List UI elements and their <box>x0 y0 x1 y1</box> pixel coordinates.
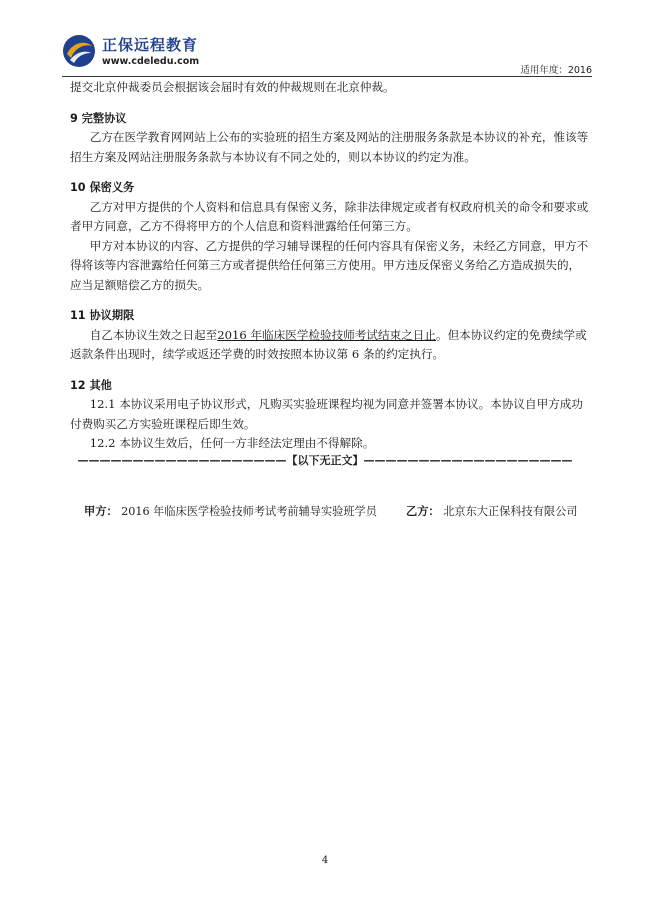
section-9-paragraph: 乙方在医学教育网网站上公布的实验班的招生方案及网站的注册服务条款是本协议的补充，惟该等招生方案及网站注册服务条款与本协议有不同之处的，则以本协议的约定为准。 <box>70 130 589 164</box>
party-a-value: 2016 年临床医学检验技师考试考前辅导实验班学员 <box>121 505 377 518</box>
section-11-title: 11 协议期限 <box>70 309 135 322</box>
agreement-body <box>70 78 590 454</box>
section-9-title: 9 完整协议 <box>70 111 127 125</box>
section-11-text-b: 。但本协议约定的免费续学或返款条件出现时，续学或返还学费的时效按照本协议第 6 条的约定执行。 <box>70 327 587 361</box>
globe-swoosh-logo-icon <box>62 34 96 68</box>
page-header <box>62 34 592 78</box>
party-a-label: 甲方： <box>84 505 118 518</box>
section-10-paragraph-2: 甲方对本协议的内容、乙方提供的学习辅导课程的任何内容具有保密义务，未经乙方同意，甲方不得将该等内容泄露给任何第三方或者提供给任何第三方使用。甲方违反保密义务给乙方造成损失的，应当足额赔偿乙方的损失。 <box>70 238 589 292</box>
signature-line <box>84 503 604 519</box>
section-10-paragraph-1: 乙方对甲方提供的个人资料和信息具有保密义务，除非法律规定或者有权政府机关的命令和要求或者甲方同意，乙方不得将甲方的个人信息和资料泄露给任何第三方。 <box>70 199 589 233</box>
year-label: 适用年度：2016 <box>520 65 592 76</box>
section-12-title: 12 其他 <box>70 378 112 392</box>
section-10-title: 10 保密义务 <box>70 181 135 194</box>
brand-name: 正保远程教育 <box>102 36 199 54</box>
page-number: 4 <box>321 855 329 866</box>
brand-url: www.cdeledu.com <box>102 56 200 67</box>
party-b-value: 北京东大正保科技有限公司 <box>443 505 578 518</box>
end-of-text-divider: ———————————————————【以下无正文】——————————————————— <box>77 454 573 467</box>
section-11-term-underlined: 2016 年临床医学检验技师考试结束之日止 <box>217 327 436 342</box>
party-b-label: 乙方： <box>406 505 440 518</box>
section-11-text-a: 自乙本协议生效之日起至 <box>89 327 218 342</box>
section-12-paragraph-1: 12.1 本协议采用电子协议形式，凡购买实验班课程均视为同意并签署本协议。本协议自甲方成功付费购买乙方实验班课程后即生效。 <box>70 397 583 431</box>
section-12-paragraph-2: 12.2 本协议生效后，任何一方非经法定理由不得解除。 <box>89 436 375 450</box>
header-rule <box>62 76 592 77</box>
intro-line: 提交北京仲裁委员会根据该会届时有效的仲裁规则在北京仲裁。 <box>70 80 395 94</box>
section-11-paragraph <box>70 326 590 365</box>
